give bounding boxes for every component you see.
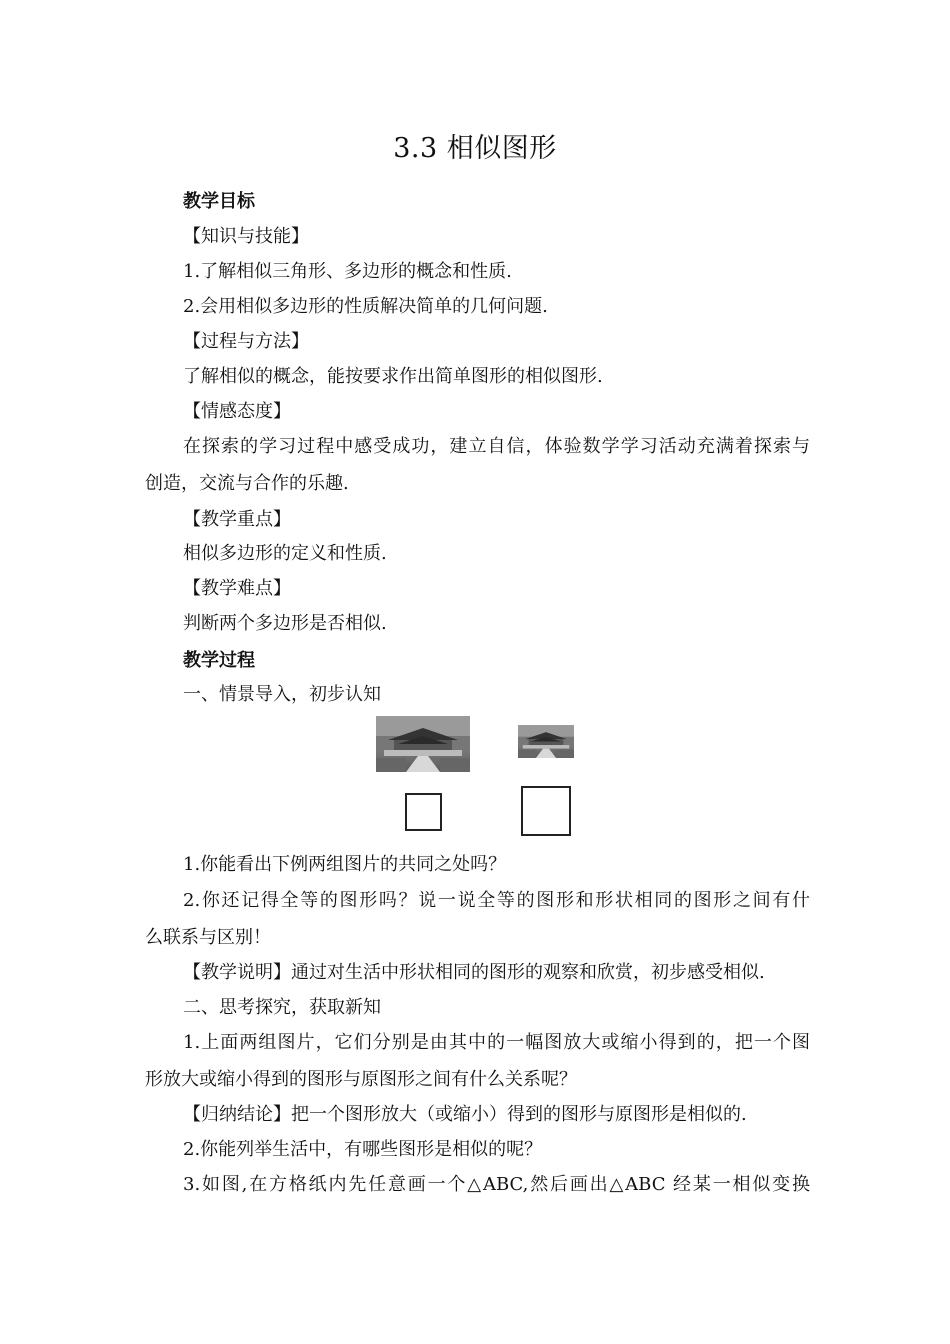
section-label-teaching-focus: 【教学重点】 [183, 509, 291, 530]
small-square [405, 793, 442, 831]
section-label-emotional-attitude: 【情感态度】 [183, 401, 291, 422]
paragraph-line: 2.会用相似多边形的性质解决简单的几何问题. [183, 296, 548, 317]
subheading-explore: 二、思考探究，获取新知 [183, 997, 381, 1018]
paragraph-line: 2.你还记得全等的图形吗？说一说全等的图形和形状相同的图形之间有什 [183, 890, 810, 911]
paragraph-line: 1.上面两组图片，它们分别是由其中的一幅图放大或缩小得到的，把一个图 [183, 1032, 810, 1053]
paragraph-line: 了解相似的概念，能按要求作出简单图形的相似图形. [183, 366, 603, 387]
page-title: 3.3 相似图形 [393, 133, 557, 164]
paragraph-line: 相似多边形的定义和性质. [183, 543, 387, 564]
paragraph-line: 1.你能看出下例两组图片的共同之处吗？ [183, 854, 507, 875]
paragraph-line: 形放大或缩小得到的图形与原图形之间有什么关系呢？ [145, 1069, 577, 1090]
section-label-process-methods: 【过程与方法】 [183, 331, 309, 352]
palace-photo-large [376, 716, 470, 772]
paragraph-line: 在探索的学习过程中感受成功，建立自信，体验数学学习活动充满着探索与 [183, 436, 810, 457]
paragraph-line: 创造，交流与合作的乐趣. [145, 473, 349, 494]
section-label-knowledge-skills: 【知识与技能】 [183, 226, 309, 247]
paragraph-line: 么联系与区别！ [145, 927, 271, 948]
section-label-teaching-difficulty: 【教学难点】 [183, 578, 291, 599]
paragraph-line: 3.如图,在方格纸内先任意画一个△ABC,然后画出△ABC 经某一相似变换 [183, 1174, 810, 1195]
large-square [521, 786, 571, 836]
heading-teaching-objectives: 教学目标 [183, 191, 255, 212]
teaching-note: 【教学说明】通过对生活中形状相同的图形的观察和欣赏，初步感受相似. [183, 962, 765, 983]
palace-photo-small [518, 725, 574, 758]
paragraph-line: 1.了解相似三角形、多边形的概念和性质. [183, 261, 512, 282]
summary-conclusion: 【归纳结论】把一个图形放大（或缩小）得到的图形与原图形是相似的. [183, 1104, 747, 1125]
heading-teaching-process: 教学过程 [183, 650, 255, 671]
paragraph-line: 2.你能列举生活中，有哪些图形是相似的呢？ [183, 1139, 543, 1160]
subheading-situation-intro: 一、情景导入，初步认知 [183, 684, 381, 705]
paragraph-line: 判断两个多边形是否相似. [183, 613, 387, 634]
